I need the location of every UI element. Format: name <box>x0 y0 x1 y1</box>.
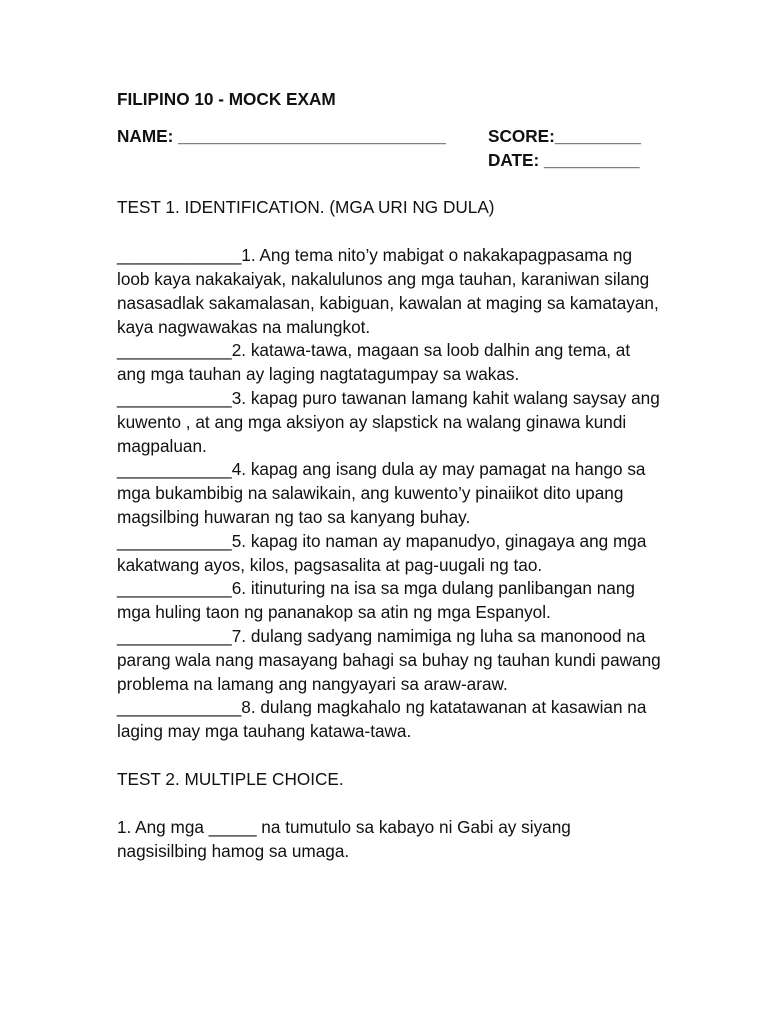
student-info-block <box>117 125 662 173</box>
answer-blank: _____________ <box>117 697 242 718</box>
item-text: 4. kapag ang isang dula ay may pamagat na hango sa mga bukambibig na salawikain, ang kuwento’y pinaiikot dito upang magsilbing huwaran ng tao sa kanyang buhay. <box>117 459 646 527</box>
exam-page <box>117 88 662 863</box>
test2-heading: TEST 2. MULTIPLE CHOICE. <box>117 768 344 789</box>
test1-item-8 <box>117 696 662 744</box>
answer-blank: _____________ <box>117 245 242 266</box>
test1-item-3 <box>117 387 662 458</box>
score-field: SCORE:_________ <box>488 125 641 146</box>
item-text: 6. itinuturing na isa sa mga dulang panlibangan nang mga huling taon ng pananakop sa atin ng mga Espanyol. <box>117 578 635 623</box>
answer-blank: ____________ <box>117 387 232 408</box>
item-text: 2. katawa-tawa, magaan sa loob dalhin ang tema, at ang mga tauhan ay laging nagtatagumpay sa wakas. <box>117 340 631 385</box>
test1-item-7 <box>117 625 662 696</box>
test1-items <box>117 244 662 744</box>
answer-blank: ____________ <box>117 459 232 480</box>
item-text: 5. kapag ito naman ay mapanudyo, ginagaya ang mga kakatwang ayos, kilos, pagsasalita at pag-uugali ng tao. <box>117 530 647 575</box>
test1-item-5 <box>117 530 662 578</box>
item-text: 8. dulang magkahalo ng katatawanan at kasawian na laging may mga tauhang katawa-tawa. <box>117 697 647 742</box>
answer-blank: ____________ <box>117 530 232 551</box>
exam-title: FILIPINO 10 - MOCK EXAM <box>117 89 336 109</box>
test1-item-4 <box>117 458 662 529</box>
item-text: 3. kapag puro tawanan lamang kahit walang saysay ang kuwento , at ang mga aksiyon ay slapstick na walang ginawa kundi magpaluan. <box>117 387 660 456</box>
test1-item-1 <box>117 244 662 339</box>
test1-item-6 <box>117 577 662 625</box>
answer-blank: ____________ <box>117 625 232 646</box>
item-text: 1. Ang tema nito’y mabigat o nakakapagpasama ng loob kaya nakakaiyak, nakalulunos ang mga tauhan, karaniwan silang nasasadlak sakamalasan, kabiguan, kawalan at maging sa kamatayan, kaya nagwawakas na malungkot. <box>117 245 659 337</box>
answer-blank: ____________ <box>117 578 232 599</box>
header-spacer <box>117 149 488 173</box>
name-field: NAME: ____________________________ <box>117 125 446 146</box>
test1-item-2 <box>117 339 662 387</box>
item-text: 7. dulang sadyang namimiga ng luha sa manonood na parang wala nang masayang bahagi sa buhay ng tauhan kundi pawang problema na lamang ang nangyayari sa araw-araw. <box>117 625 661 694</box>
date-field: DATE: __________ <box>488 149 640 170</box>
test2-question-1: 1. Ang mga _____ na tumutulo sa kabayo ni Gabi ay siyang nagsisilbing hamog sa umaga. <box>117 816 571 861</box>
answer-blank: ____________ <box>117 340 232 361</box>
test1-heading: TEST 1. IDENTIFICATION. (MGA URI NG DULA) <box>117 197 495 218</box>
